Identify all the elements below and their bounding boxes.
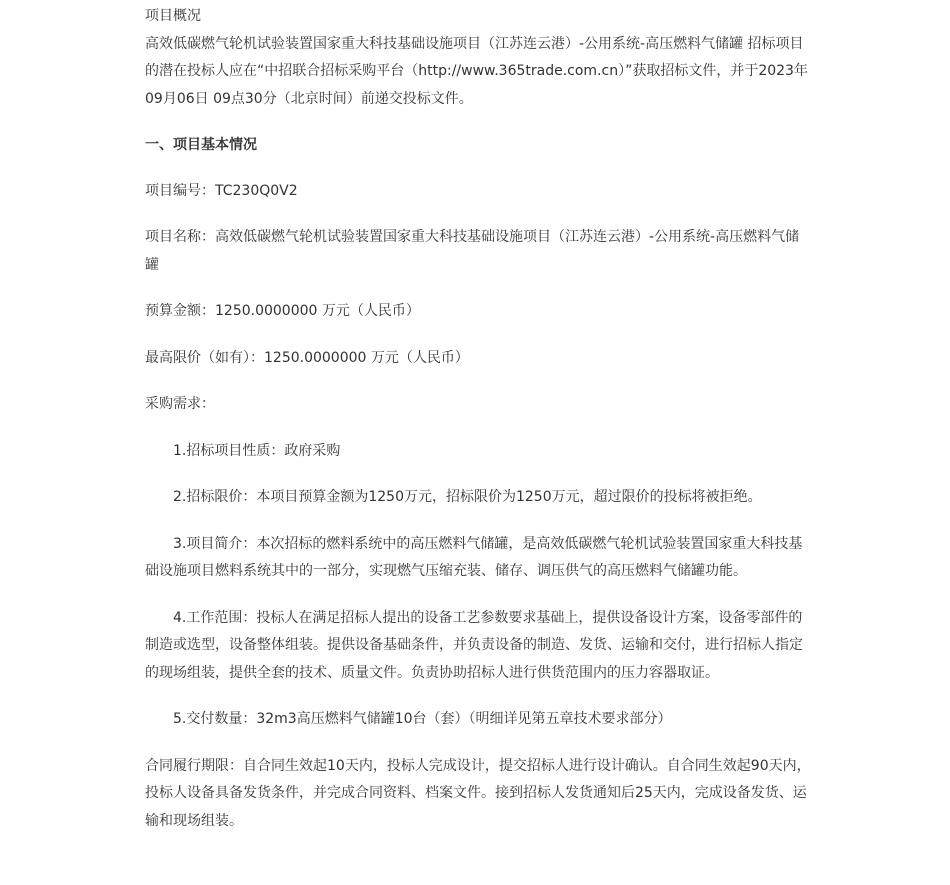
requirements-label: 采购需求： <box>145 396 215 412</box>
document-content <box>145 3 813 854</box>
requirement-item: 1.招标项目性质：政府采购 <box>173 442 341 459</box>
section-heading-basic-info: 一、项目基本情况 <box>145 137 257 153</box>
requirement-item: 4.工作范围：投标人在满足招标人提出的设备工艺参数要求基础上，提供设备设计方案，设备零部件的制造或选型，设备整体组装。提供设备基础条件，并负责设备的制造、发货、运输和交付，进行招标人指定的现场组装，提供全套的技术、质量文件。负责协助招标人进行供货范围内的压力容器取证。 <box>145 609 803 681</box>
project-number: 项目编号：TC230Q0V2 <box>145 182 298 199</box>
overview-body: 高效低碳燃气轮机试验装置国家重大科技基础设施项目（江苏连云港）-公用系统-高压燃料气储罐 招标项目的潜在投标人应在“中招联合招标采购平台（http://www.365trade.com.cn）”获取招标文件，并于2023年09月06日 09点30分（北京时间）前递交投标文件。 <box>145 35 808 107</box>
max-price: 最高限价（如有）：1250.0000000 万元（人民币） <box>145 349 469 366</box>
requirement-item: 5.交付数量：32m3高压燃料气储罐10台（套）（明细详见第五章技术要求部分） <box>173 711 672 727</box>
overview-title: 项目概况 <box>145 8 201 24</box>
requirement-item: 2.招标限价：本项目预算金额为1250万元，招标限价为1250万元，超过限价的投标将被拒绝。 <box>173 489 762 505</box>
contract-period: 合同履行期限：自合同生效起10天内，投标人完成设计，提交招标人进行设计确认。自合同生效起90天内，投标人设备具备发货条件，并完成合同资料、档案文件。接到招标人发货通知后25天内，完成设备发货、运输和现场组装。 <box>145 757 811 829</box>
requirement-item: 3.项目简介：本次招标的燃料系统中的高压燃料气储罐，是高效低碳燃气轮机试验装置国家重大科技基础设施项目燃料系统其中的一部分，实现燃气压缩充装、储存、调压供气的高压燃料气储罐功能。 <box>145 535 803 579</box>
project-name: 项目名称：高效低碳燃气轮机试验装置国家重大科技基础设施项目（江苏连云港）-公用系统-高压燃料气储罐 <box>145 229 800 273</box>
budget-amount: 预算金额：1250.0000000 万元（人民币） <box>145 303 420 319</box>
